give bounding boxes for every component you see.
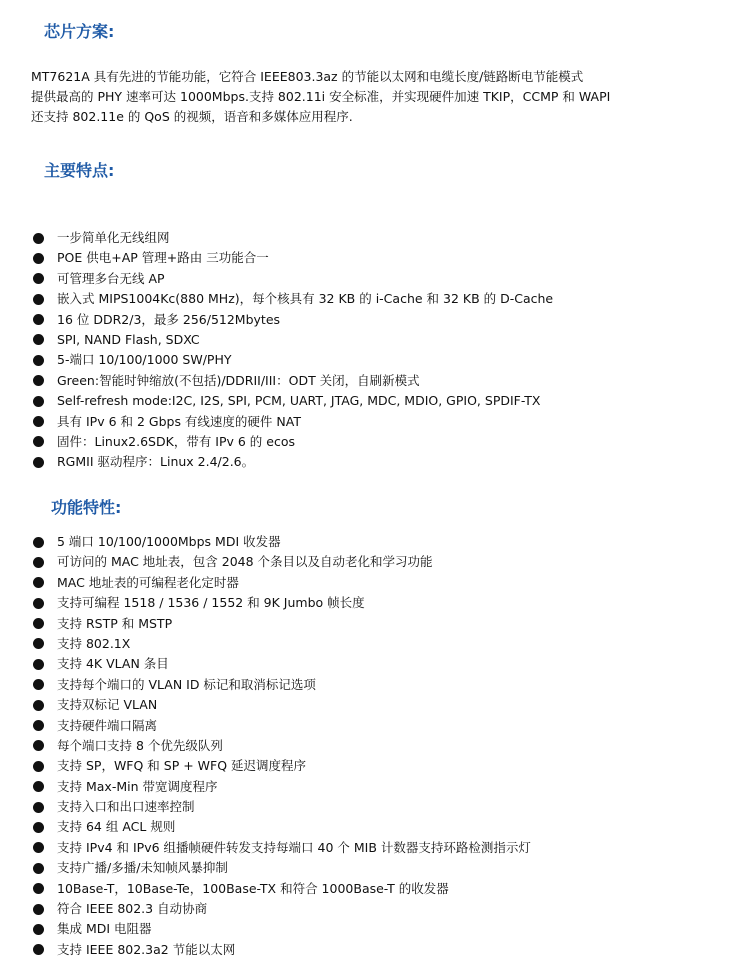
list-item-text: Green:智能时钟缩放(不包括)/DDRII/III：ODT 关闭，自刷新模式: [57, 372, 420, 388]
list-item-text: 支持 Max-Min 带宽调度程序: [57, 778, 218, 794]
functional-feature-item: [31, 940, 736, 960]
bullet-dot-icon: [33, 334, 44, 345]
functional-feature-item: [31, 675, 736, 695]
bullet-dot-icon: [33, 233, 44, 244]
list-item-text: 支持 4K VLAN 条目: [57, 656, 169, 672]
bullet-dot-icon: [33, 375, 44, 386]
chip-description: [31, 67, 731, 127]
functional-feature-item: [31, 919, 736, 939]
list-item-text: 符合 IEEE 802.3 自动协商: [57, 901, 208, 917]
list-item-text: 支持 IEEE 802.3a2 节能以太网: [57, 941, 236, 957]
functional-feature-item: [31, 736, 736, 756]
bullet-dot-icon: [33, 416, 44, 427]
list-item-text: MAC 地址表的可编程老化定时器: [57, 574, 239, 590]
chip-description-line: MT7621A 具有先进的节能功能，它符合 IEEE803.3az 的节能以太网和电缆长度/链路断电节能模式: [31, 69, 584, 84]
list-item-text: 16 位 DDR2/3，最多 256/512Mbytes: [57, 311, 281, 327]
main-feature-item: [31, 412, 736, 432]
bullet-dot-icon: [33, 253, 44, 264]
bullet-dot-icon: [33, 842, 44, 853]
chip-description-line: 还支持 802.11e 的 QoS 的视频，语音和多媒体应用程序.: [31, 109, 353, 124]
list-item-text: 支持 SP，WFQ 和 SP + WFQ 延迟调度程序: [57, 758, 307, 774]
list-item-text: 5-端口 10/100/1000 SW/PHY: [57, 352, 232, 368]
bullet-dot-icon: [33, 577, 44, 588]
main-feature-item: [31, 228, 736, 248]
bullet-dot-icon: [33, 781, 44, 792]
list-item-text: 支持可编程 1518 / 1536 / 1552 和 9K Jumbo 帧长度: [57, 595, 365, 611]
bullet-dot-icon: [33, 396, 44, 407]
functional-feature-item: [31, 777, 736, 797]
functional-feature-item: [31, 858, 736, 878]
functional-feature-item: [31, 879, 736, 899]
main-feature-item: [31, 371, 736, 391]
bullet-dot-icon: [33, 740, 44, 751]
main-feature-item: [31, 330, 736, 350]
bullet-dot-icon: [33, 273, 44, 284]
list-item-text: 支持每个端口的 VLAN ID 标记和取消标记选项: [57, 676, 316, 692]
bullet-dot-icon: [33, 700, 44, 711]
bullet-dot-icon: [33, 720, 44, 731]
list-item-text: 固件：Linux2.6SDK，带有 IPv 6 的 ecos: [57, 433, 296, 449]
bullet-dot-icon: [33, 457, 44, 468]
bullet-dot-icon: [33, 863, 44, 874]
list-item-text: 支持硬件端口隔离: [57, 717, 158, 733]
bullet-dot-icon: [33, 679, 44, 690]
bullet-dot-icon: [33, 761, 44, 772]
main-feature-item: [31, 452, 736, 472]
functional-feature-item: [31, 573, 736, 593]
main-feature-item: [31, 350, 736, 370]
list-item-text: 支持 802.1X: [57, 635, 131, 651]
list-item-text: 5 端口 10/100/1000Mbps MDI 收发器: [57, 534, 281, 549]
functional-feature-item: [31, 654, 736, 674]
bullet-dot-icon: [33, 314, 44, 325]
list-item-text: SPI, NAND Flash, SDXC: [57, 331, 200, 347]
main-feature-item: [31, 289, 736, 309]
main-feature-item: [31, 432, 736, 452]
functional-feature-item: [31, 797, 736, 817]
list-item-text: 支持双标记 VLAN: [57, 697, 158, 713]
functional-feature-item: [31, 695, 736, 715]
list-item-text: 一步简单化无线组网: [57, 230, 170, 245]
main-feature-item: [31, 310, 736, 330]
main-features-list: [31, 228, 736, 473]
list-item-text: 具有 IPv 6 和 2 Gbps 有线速度的硬件 NAT: [57, 413, 301, 429]
list-item-text: 支持 64 组 ACL 规则: [57, 819, 176, 835]
list-item-text: 10Base-T，10Base-Te，100Base-TX 和符合 1000Base-T 的收发器: [57, 880, 449, 896]
bullet-dot-icon: [33, 802, 44, 813]
functional-feature-item: [31, 899, 736, 919]
bullet-dot-icon: [33, 355, 44, 366]
list-item-text: 支持入口和出口速率控制: [57, 799, 195, 815]
main-feature-item: [31, 391, 736, 411]
functional-feature-item: [31, 552, 736, 572]
bullet-dot-icon: [33, 822, 44, 833]
list-item-text: 支持广播/多播/未知帧风暴抑制: [57, 860, 228, 876]
bullet-dot-icon: [33, 924, 44, 935]
bullet-dot-icon: [33, 618, 44, 629]
heading-main-features: 主要特点:: [44, 161, 115, 180]
bullet-dot-icon: [33, 883, 44, 894]
list-item-text: Self-refresh mode:I2C, I2S, SPI, PCM, UART, JTAG, MDC, MDIO, GPIO, SPDIF-TX: [57, 393, 541, 409]
list-item-text: POE 供电+AP 管理+路由 三功能合一: [57, 250, 269, 266]
functional-feature-item: [31, 532, 736, 552]
functional-feature-item: [31, 817, 736, 837]
bullet-dot-icon: [33, 537, 44, 548]
heading-functional-features: 功能特性:: [51, 498, 122, 517]
list-item-text: 可管理多台无线 AP: [57, 270, 165, 286]
bullet-dot-icon: [33, 557, 44, 568]
functional-feature-item: [31, 593, 736, 613]
list-item-text: 支持 RSTP 和 MSTP: [57, 615, 173, 631]
bullet-dot-icon: [33, 598, 44, 609]
functional-features-list: [31, 532, 736, 960]
list-item-text: 可访问的 MAC 地址表，包含 2048 个条目以及自动老化和学习功能: [57, 554, 433, 570]
bullet-dot-icon: [33, 659, 44, 670]
functional-feature-item: [31, 614, 736, 634]
bullet-dot-icon: [33, 436, 44, 447]
bullet-dot-icon: [33, 904, 44, 915]
bullet-dot-icon: [33, 944, 44, 955]
list-item-text: 嵌入式 MIPS1004Kc(880 MHz)，每个核具有 32 KB 的 i-Cache 和 32 KB 的 D-Cache: [57, 291, 554, 307]
functional-feature-item: [31, 716, 736, 736]
bullet-dot-icon: [33, 638, 44, 649]
list-item-text: 支持 IPv4 和 IPv6 组播帧硬件转发支持每端口 40 个 MIB 计数器支持环路检测指示灯: [57, 839, 531, 855]
main-feature-item: [31, 269, 736, 289]
functional-feature-item: [31, 838, 736, 858]
main-feature-item: [31, 248, 736, 268]
bullet-dot-icon: [33, 294, 44, 305]
list-item-text: RGMII 驱动程序：Linux 2.4/2.6。: [57, 454, 255, 470]
functional-feature-item: [31, 634, 736, 654]
functional-feature-item: [31, 756, 736, 776]
chip-description-line: 提供最高的 PHY 速率可达 1000Mbps.支持 802.11i 安全标准，并实现硬件加速 TKIP，CCMP 和 WAPI: [31, 89, 611, 104]
list-item-text: 集成 MDI 电阻器: [57, 921, 152, 937]
heading-chip-solution: 芯片方案:: [44, 22, 115, 41]
list-item-text: 每个端口支持 8 个优先级队列: [57, 737, 223, 753]
